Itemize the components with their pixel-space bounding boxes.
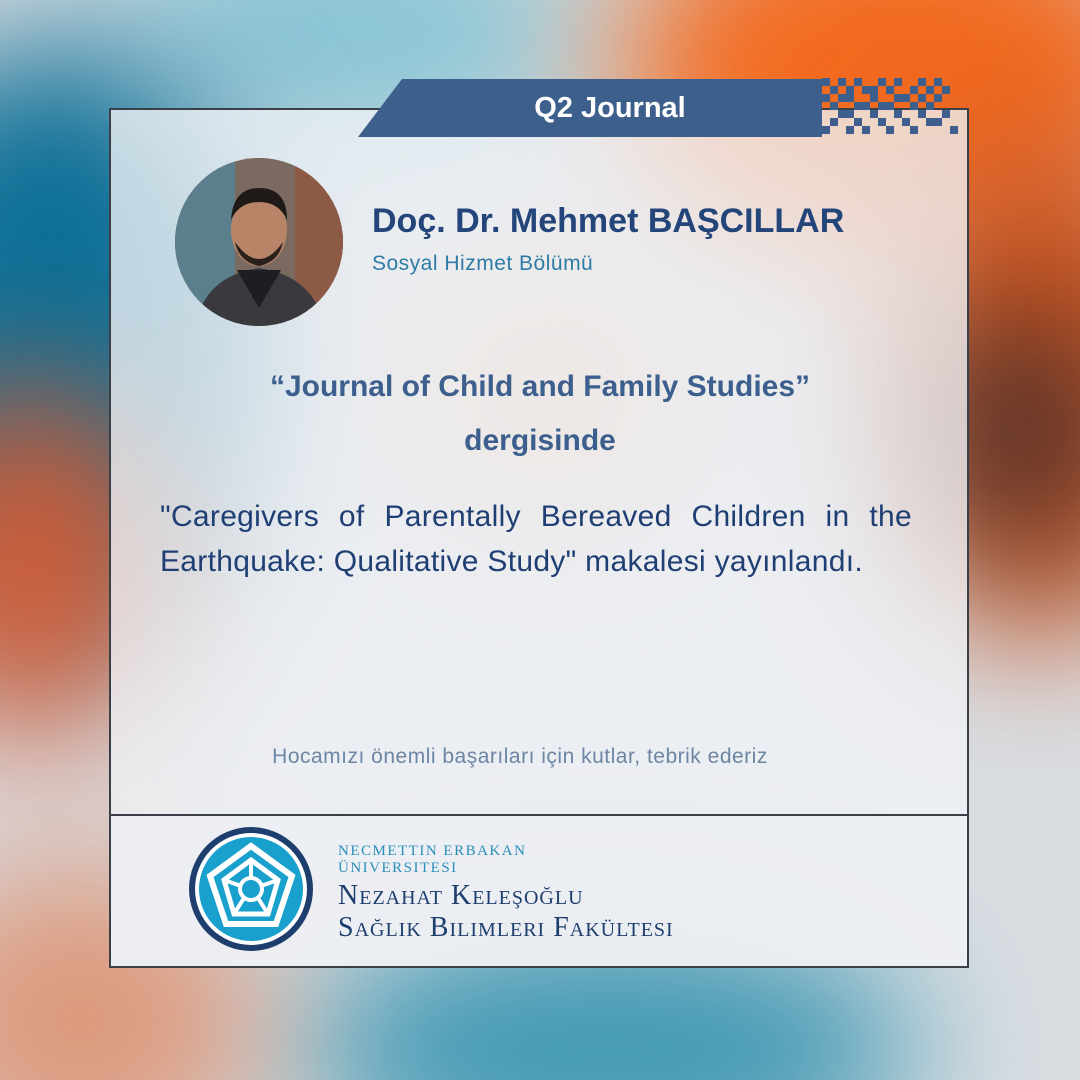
pixel-square [902, 94, 910, 102]
journal-suffix: dergisinde [464, 424, 616, 457]
faculty-name-line1: Nezahat Keleşoğlu [338, 880, 584, 911]
pixel-square [910, 86, 918, 94]
pixel-square [870, 86, 878, 94]
pixel-square [918, 94, 926, 102]
article-text: "Caregivers of Parentally Bereaved Children in the Earthquake: Qualitative Study" makalesi yayınlandı. [160, 500, 912, 578]
university-name-line1: NECMETTIN ERBAKAN [338, 843, 527, 859]
pixel-square [926, 118, 934, 126]
pixel-square [942, 110, 950, 118]
pixel-square [918, 110, 926, 118]
pixel-square [846, 110, 854, 118]
faculty-name-line2: Sağlık Bilimleri Fakültesi [338, 912, 674, 943]
pixel-square [830, 102, 838, 110]
pixel-square [942, 86, 950, 94]
pixel-square [886, 126, 894, 134]
pixel-square [878, 78, 886, 86]
pixel-square [854, 102, 862, 110]
pixel-square [846, 94, 854, 102]
pixel-square [870, 94, 878, 102]
pixel-square [838, 110, 846, 118]
pixel-square [918, 78, 926, 86]
pixel-square [902, 118, 910, 126]
pixel-square [854, 78, 862, 86]
pixel-square [894, 78, 902, 86]
pixel-square [830, 86, 838, 94]
pixel-square [894, 110, 902, 118]
pixel-square [822, 94, 830, 102]
pixel-square [878, 102, 886, 110]
pixel-square [886, 86, 894, 94]
pixel-square [926, 86, 934, 94]
pixel-square [894, 94, 902, 102]
person-name: Doç. Dr. Mehmet BAŞCILLAR [372, 202, 845, 240]
pixel-square [934, 118, 942, 126]
university-name-line2: ÜNIVERSITESI [338, 860, 458, 876]
pixel-square [878, 118, 886, 126]
person-portrait-icon [175, 158, 343, 326]
pixel-square [838, 94, 846, 102]
profile-photo [175, 158, 343, 326]
pixel-pattern-decoration [822, 78, 972, 138]
journal-title-block [110, 360, 970, 468]
pixel-square [830, 118, 838, 126]
pixel-square [862, 126, 870, 134]
person-department: Sosyal Hizmet Bölümü [372, 252, 594, 275]
pixel-square [846, 126, 854, 134]
university-logo [188, 826, 314, 952]
pixel-square [934, 94, 942, 102]
pixel-square [926, 102, 934, 110]
journal-badge-label: Q2 Journal [534, 91, 686, 124]
pixel-square [862, 86, 870, 94]
pixel-square [910, 126, 918, 134]
congratulations-text: Hocamızı önemli başarıları için kutlar, tebrik ederiz [272, 745, 768, 768]
pixel-square [934, 78, 942, 86]
pixel-square [822, 78, 830, 86]
journal-name: “Journal of Child and Family Studies” [269, 370, 811, 403]
pixel-square [822, 126, 830, 134]
university-emblem-icon [188, 826, 314, 952]
pixel-square [910, 102, 918, 110]
pixel-square [886, 102, 894, 110]
pixel-square [846, 86, 854, 94]
pixel-square [838, 78, 846, 86]
university-name [338, 843, 526, 877]
footer-divider [111, 814, 967, 816]
pixel-square [870, 110, 878, 118]
pixel-square [862, 102, 870, 110]
pixel-square [950, 126, 958, 134]
pixel-square [854, 118, 862, 126]
faculty-name [338, 880, 674, 944]
